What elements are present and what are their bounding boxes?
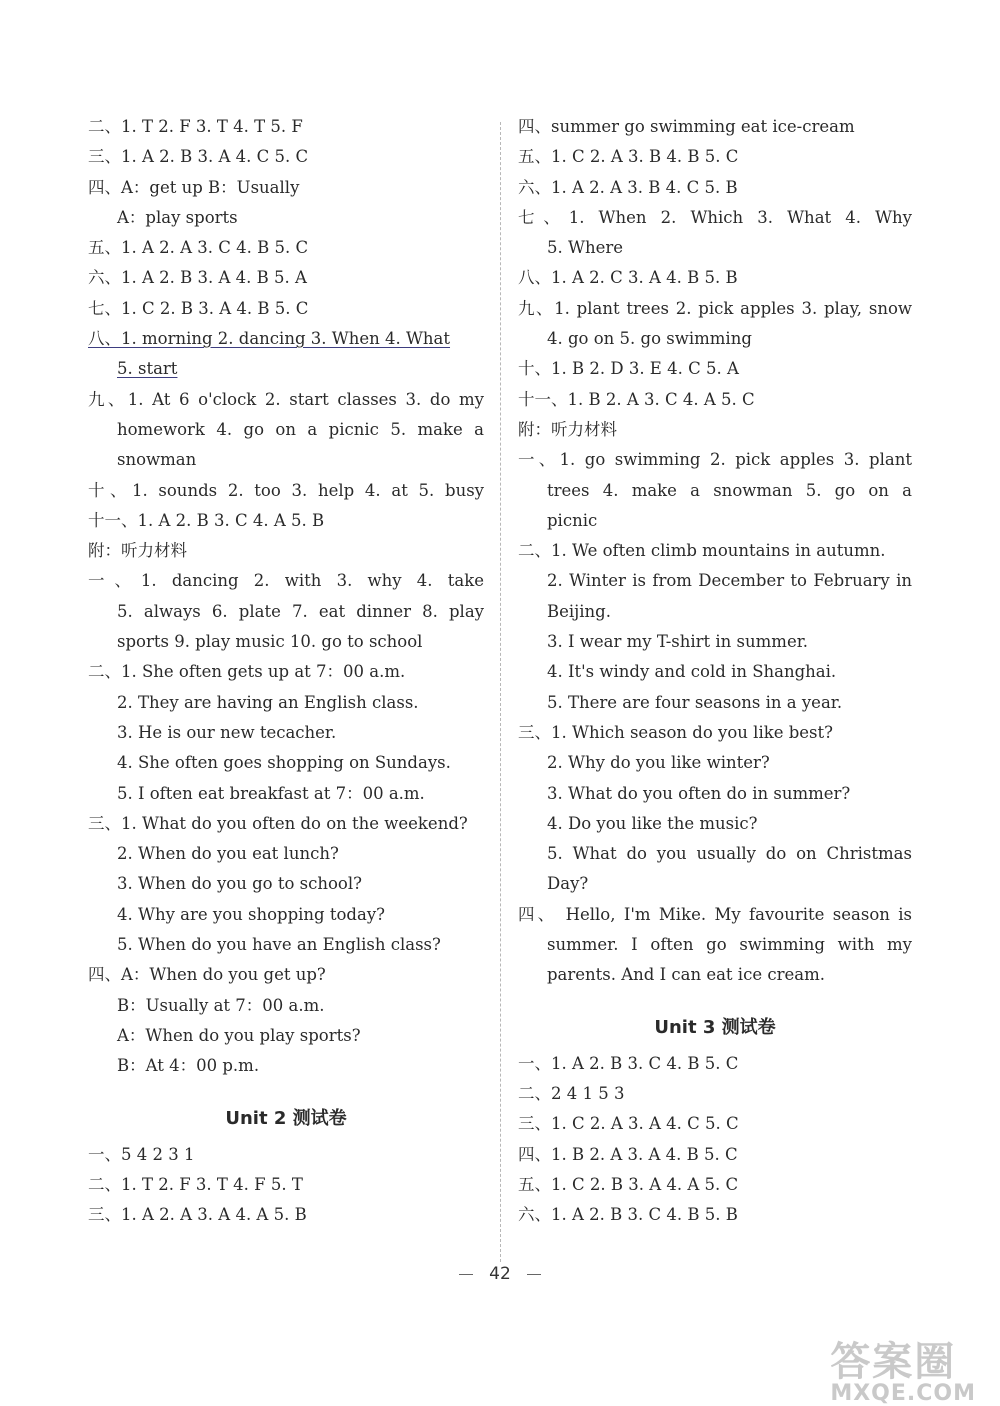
answer-line: 二、1. She often gets up at 7：00 a.m. <box>88 662 406 682</box>
answer-line: summer. I often go swimming with my <box>547 935 912 955</box>
column-divider <box>500 122 501 1262</box>
answer-line: 三、1. C 2. A 3. A 4. C 5. C <box>518 1114 739 1134</box>
section-heading: Unit 3 测试卷 <box>654 1016 776 1038</box>
answer-line: 四、 Hello, I'm Mike. My favourite season is <box>518 904 912 924</box>
answer-line: 十、1. sounds 2. too 3. help 4. at 5. busy <box>88 480 484 500</box>
answer-line: 四、A：get up B：Usually <box>88 177 300 197</box>
answer-line: 2. Why do you like winter? <box>547 753 770 773</box>
answer-line: snowman <box>117 450 197 470</box>
answer-line: 4. go on 5. go swimming <box>547 329 752 349</box>
answer-line: parents. And I can eat ice cream. <box>547 965 825 985</box>
answer-line: 五、1. A 2. A 3. C 4. B 5. C <box>88 238 309 258</box>
answer-line: B：At 4：00 p.m. <box>117 1056 260 1076</box>
answer-line: sports 9. play music 10. go to school <box>117 632 423 652</box>
answer-line: 四、A：When do you get up? <box>88 965 326 985</box>
answer-line: 3. What do you often do in summer? <box>547 783 851 803</box>
answer-line: 2. Winter is from December to February in <box>547 571 912 591</box>
answer-line: 2. When do you eat lunch? <box>117 844 339 864</box>
answer-line: 九、1. At 6 o'clock 2. start classes 3. do my <box>88 389 484 409</box>
answer-line: 十、1. B 2. D 3. E 4. C 5. A <box>518 359 739 379</box>
answer-line: Beijing. <box>547 601 611 621</box>
answer-line: 5. start <box>117 359 178 379</box>
answer-line: 二、1. T 2. F 3. T 4. T 5. F <box>88 117 303 136</box>
section-heading: Unit 2 测试卷 <box>225 1107 347 1129</box>
answer-line: 三、1. What do you often do on the weekend? <box>88 813 468 833</box>
answer-line: 十一、1. A 2. B 3. C 4. A 5. B <box>88 510 325 530</box>
answer-line: 六、1. A 2. A 3. B 4. C 5. B <box>518 177 738 197</box>
answer-line: 附：听力材料 <box>88 541 187 561</box>
answer-line: 七、1. C 2. B 3. A 4. B 5. C <box>88 298 309 318</box>
answer-line: 四、1. B 2. A 3. A 4. B 5. C <box>518 1144 738 1164</box>
answer-line: 二、1. T 2. F 3. T 4. F 5. T <box>88 1174 303 1194</box>
answer-line: 七、1. When 2. Which 3. What 4. Why <box>518 207 912 227</box>
answer-line: 二、2 4 1 5 3 <box>518 1083 625 1103</box>
answer-line: 5. I often eat breakfast at 7：00 a.m. <box>117 783 425 803</box>
answer-line: 一、1. A 2. B 3. C 4. B 5. C <box>518 1053 739 1073</box>
answer-line: 附：听力材料 <box>518 419 617 439</box>
answer-line: 5. Where <box>547 238 623 258</box>
answer-line: 5. What do you usually do on Christmas <box>547 844 912 864</box>
answer-line: 六、1. A 2. B 3. A 4. B 5. A <box>88 268 307 288</box>
watermark-logo: 答案圈 MXQE.COM <box>830 1339 976 1406</box>
answer-line: A：play sports <box>117 207 238 227</box>
answer-line: 五、1. C 2. A 3. B 4. B 5. C <box>518 147 739 167</box>
answer-line: 三、1. A 2. B 3. A 4. C 5. C <box>88 147 309 167</box>
right-column <box>518 112 912 1230</box>
answer-line: 4. Do you like the music? <box>547 813 758 833</box>
answer-line: A：When do you play sports? <box>117 1025 361 1045</box>
answer-line: trees 4. make a snowman 5. go on a <box>547 480 912 500</box>
answer-line: 八、1. A 2. C 3. A 4. B 5. B <box>518 268 738 288</box>
answer-line: 4. Why are you shopping today? <box>117 904 385 924</box>
answer-line: 一、1. dancing 2. with 3. why 4. take <box>88 571 484 591</box>
answer-line: picnic <box>547 510 598 530</box>
answer-line: 一、1. go swimming 2. pick apples 3. plant <box>518 450 912 470</box>
answer-line: 九、1. plant trees 2. pick apples 3. play, snow <box>518 298 912 318</box>
page-number: 42 <box>0 1264 1000 1284</box>
answer-line: 5. When do you have an English class? <box>117 935 441 955</box>
answer-line: 2. They are having an English class. <box>117 692 419 712</box>
answer-line: 4. It's windy and cold in Shanghai. <box>547 662 837 682</box>
answer-line: 十一、1. B 2. A 3. C 4. A 5. C <box>518 389 755 409</box>
answer-line: 三、1. A 2. A 3. A 4. A 5. B <box>88 1205 307 1225</box>
answer-line: 二、1. We often climb mountains in autumn. <box>518 541 886 561</box>
answer-line: 八、1. morning 2. dancing 3. When 4. What <box>88 329 451 349</box>
answer-line: homework 4. go on a picnic 5. make a <box>117 419 484 439</box>
answer-line: 5. There are four seasons in a year. <box>547 692 843 712</box>
answer-line: 5. always 6. plate 7. eat dinner 8. play <box>117 601 484 621</box>
answer-line: 3. When do you go to school? <box>117 874 362 894</box>
answer-line: 三、1. Which season do you like best? <box>518 722 834 742</box>
left-column <box>88 112 484 1230</box>
answer-line: 六、1. A 2. B 3. C 4. B 5. B <box>518 1205 738 1225</box>
answer-line: 4. She often goes shopping on Sundays. <box>117 753 451 773</box>
answer-line: 一、5 4 2 3 1 <box>88 1144 195 1164</box>
answer-line: Day? <box>547 874 589 894</box>
answer-line: 五、1. C 2. B 3. A 4. A 5. C <box>518 1174 739 1194</box>
answer-line: 3. I wear my T-shirt in summer. <box>547 632 809 652</box>
answer-line: 3. He is our new tecacher. <box>117 722 337 742</box>
answer-line: B：Usually at 7：00 a.m. <box>117 995 325 1015</box>
answer-line: 四、summer go swimming eat ice-cream <box>518 117 855 136</box>
